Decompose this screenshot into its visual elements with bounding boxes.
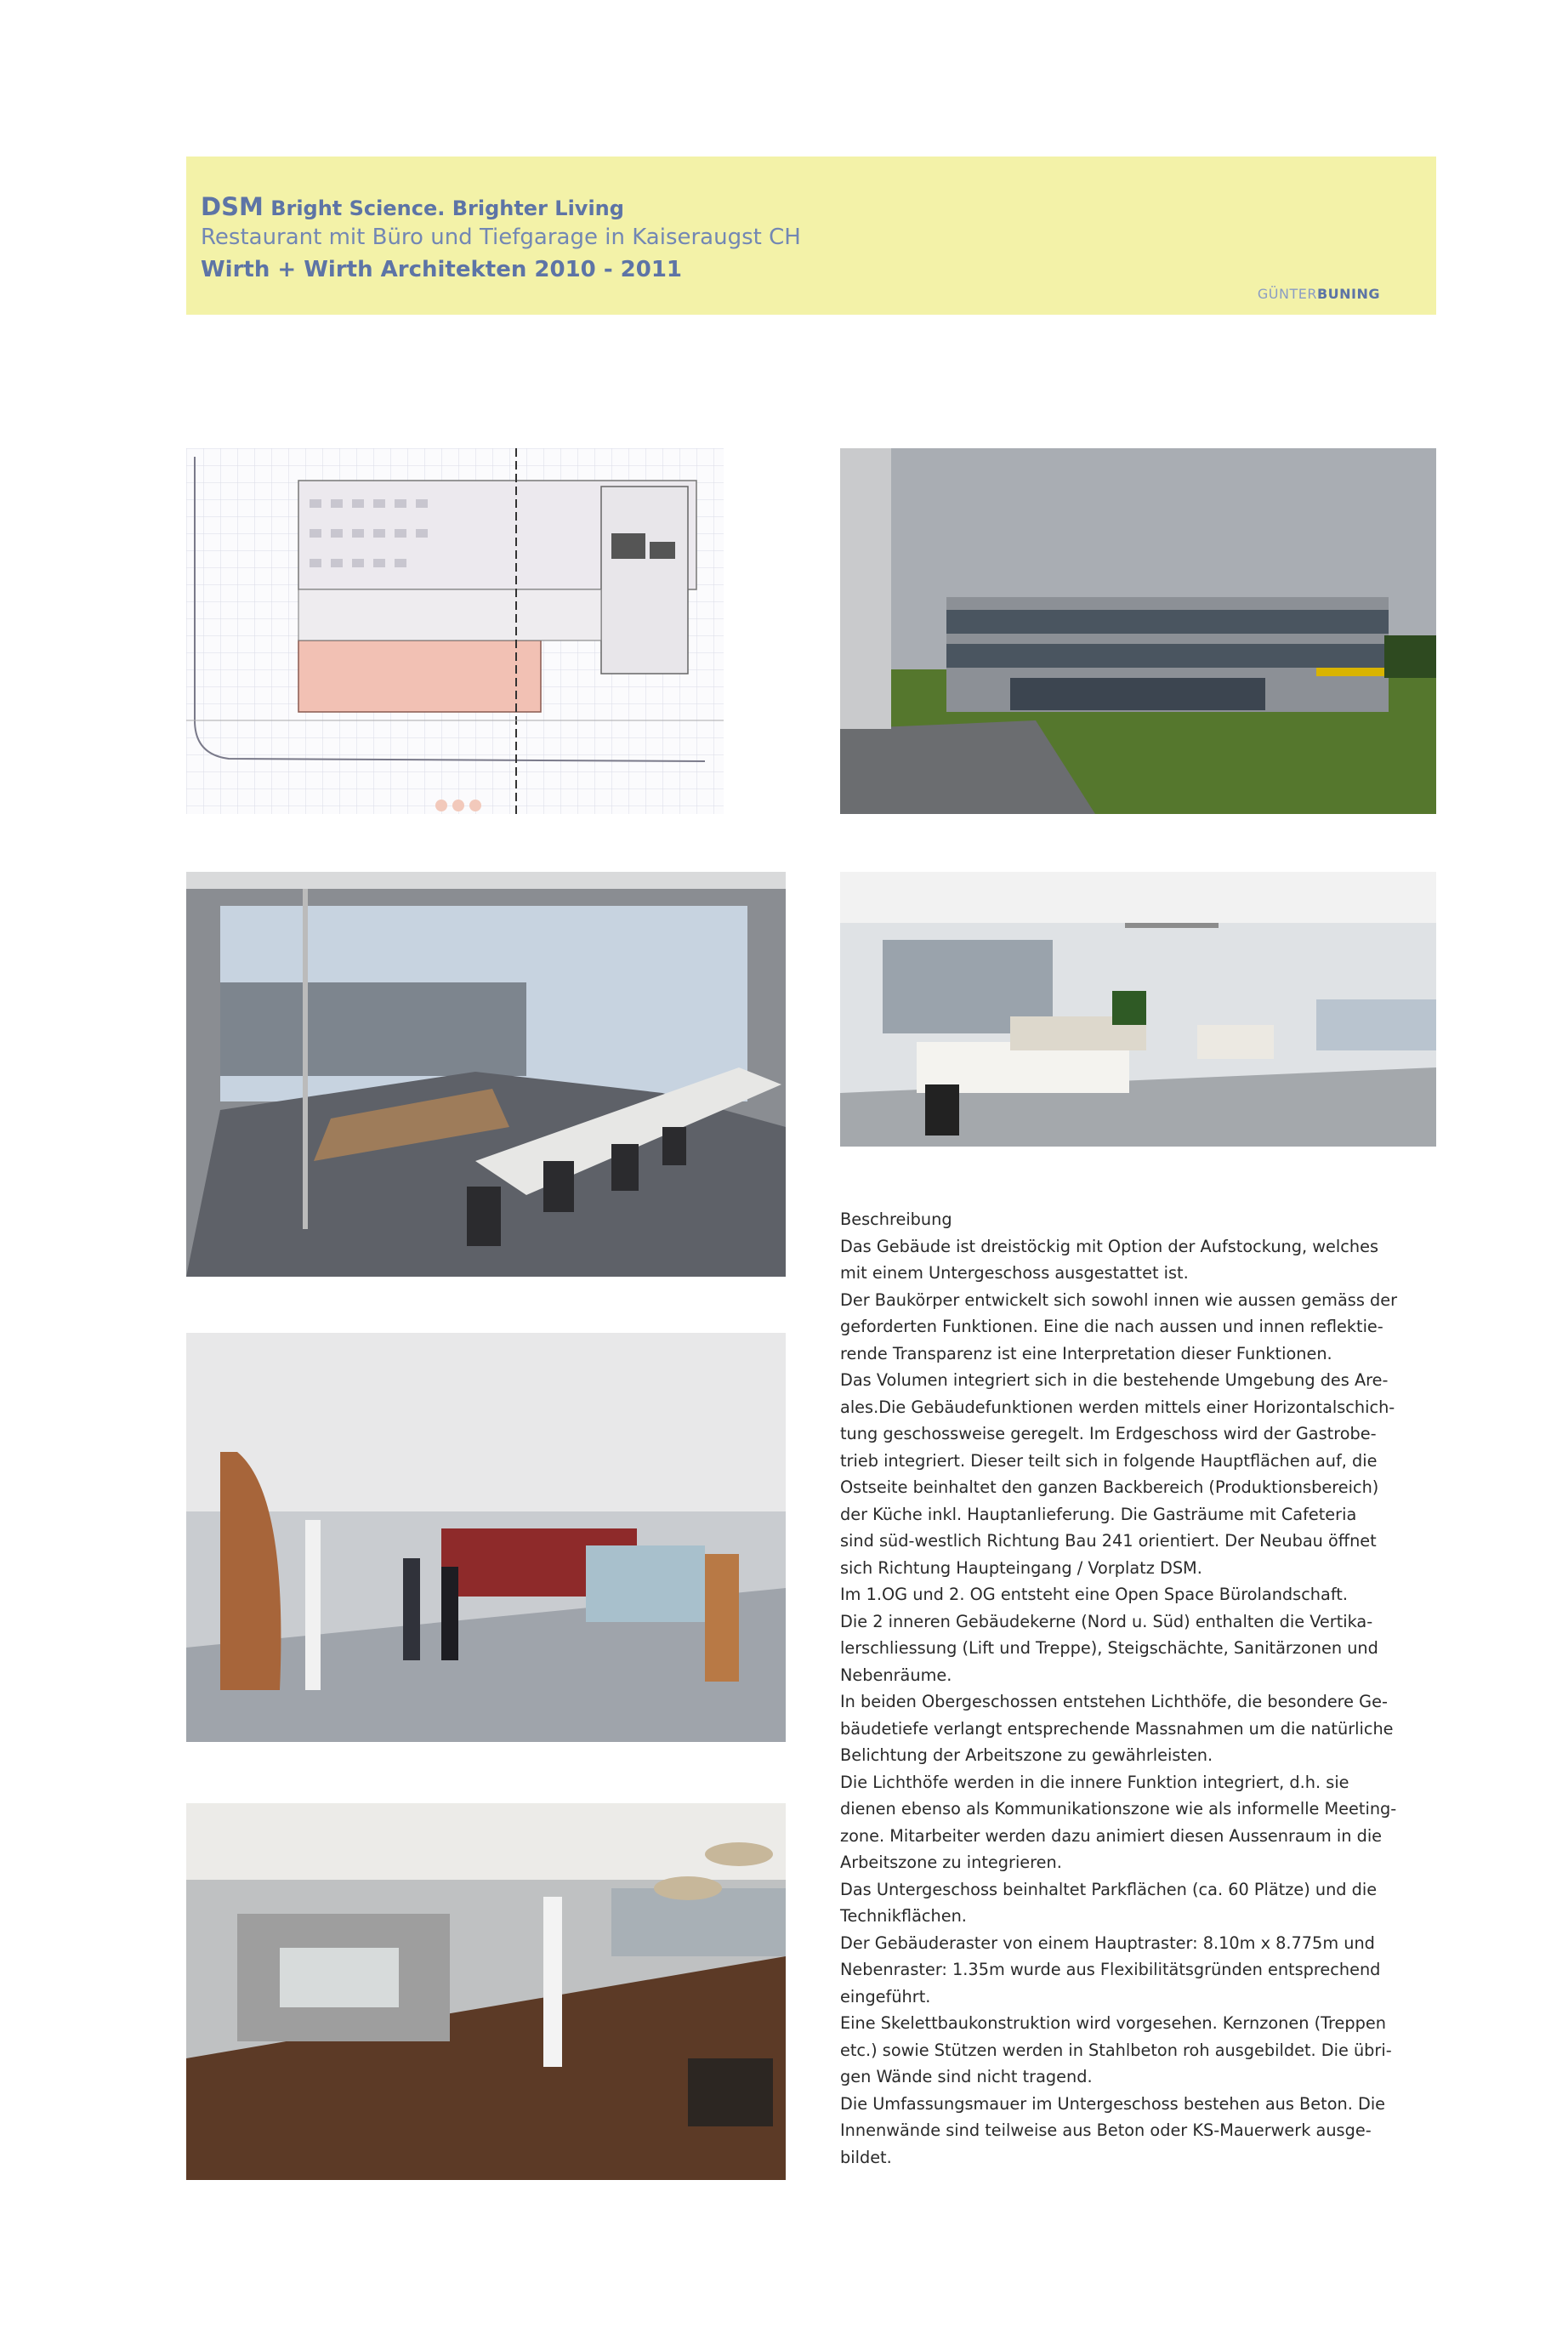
desc-line: Die Lichthöfe werden in die innere Funktion integriert, d.h. sie xyxy=(840,1772,1349,1792)
desc-line: Belichtung der Arbeitszone zu gewährleisten. xyxy=(840,1745,1213,1765)
desc-line: Das Volumen integriert sich in die bestehende Umgebung des Are- xyxy=(840,1370,1389,1390)
header-banner xyxy=(186,157,1436,315)
desc-line: Die Umfassungsmauer im Untergeschoss bestehen aus Beton. Die xyxy=(840,2093,1386,2114)
desc-line: etc.) sowie Stützen werden in Stahlbeton roh ausgebildet. Die übri- xyxy=(840,2040,1392,2060)
desc-line: der Küche inkl. Hauptanlieferung. Die Gasträume mit Cafeteria xyxy=(840,1504,1357,1524)
brand-bold: BUNING xyxy=(1316,286,1380,302)
desc-line: Technikflächen. xyxy=(840,1906,967,1926)
desc-line: Der Baukörper entwickelt sich sowohl innen wie aussen gemäss der xyxy=(840,1289,1398,1310)
desc-line: Das Gebäude ist dreistöckig mit Option der Aufstockung, welches xyxy=(840,1236,1378,1256)
desc-line: Das Untergeschoss beinhaltet Parkflächen (ca. 60 Plätze) und die xyxy=(840,1879,1378,1899)
desc-line: sind süd-westlich Richtung Bau 241 orientiert. Der Neubau öffnet xyxy=(840,1531,1377,1551)
floor-plan-image xyxy=(186,448,724,814)
desc-line: dienen ebenso als Kommunikationszone wie als informelle Meeting- xyxy=(840,1799,1397,1819)
desc-line: Der Gebäuderaster von einem Hauptraster: 8.10m x 8.775m und xyxy=(840,1932,1375,1953)
desc-line: sich Richtung Haupteingang / Vorplatz DSM. xyxy=(840,1557,1202,1578)
open-office-image xyxy=(840,872,1436,1147)
desc-line: ales.Die Gebäudefunktionen werden mittels einer Horizontalschich- xyxy=(840,1397,1395,1417)
desc-line: Nebenraster: 1.35m wurde aus Flexibilitätsgründen entsprechend xyxy=(840,1960,1381,1979)
cafeteria-image xyxy=(186,1803,786,2180)
desc-line: tung geschossweise geregelt. Im Erdgeschoss wird der Gastrobe- xyxy=(840,1424,1377,1443)
header-title xyxy=(201,192,624,221)
desc-line: Nebenräume. xyxy=(840,1665,952,1685)
building-exterior-image xyxy=(840,448,1436,814)
desc-line: lerschliessung (Lift und Treppe), Steigschächte, Sanitärzonen und xyxy=(840,1638,1378,1658)
desc-line: Die 2 inneren Gebäudekerne (Nord u. Süd) enthalten die Vertika- xyxy=(840,1611,1373,1631)
desc-line: In beiden Obergeschossen entstehen Lichthöfe, die besondere Ge- xyxy=(840,1692,1388,1711)
desc-line: Innenwände sind teilweise aus Beton oder KS-Mauerwerk ausge- xyxy=(840,2120,1372,2140)
desc-line: Eine Skelettbaukonstruktion wird vorgesehen. Kernzonen (Treppen xyxy=(840,2013,1386,2033)
desc-line: rende Transparenz ist eine Interpretation dieser Funktionen. xyxy=(840,1343,1332,1363)
desc-line: Ostseite beinhaltet den ganzen Backbereich (Produktionsbereich) xyxy=(840,1477,1379,1497)
desc-line: zone. Mitarbeiter werden dazu animiert diesen Aussenraum in die xyxy=(840,1825,1383,1846)
desc-line: geforderten Funktionen. Eine die nach aussen und innen reflektie- xyxy=(840,1317,1383,1336)
title-rest: Bright Science. Brighter Living xyxy=(270,196,624,220)
desc-line: eingeführt. xyxy=(840,1986,931,2006)
brand-logo xyxy=(1258,286,1380,302)
desc-line: Beschreibung xyxy=(840,1210,952,1229)
desc-line: gen Wände sind nicht tragend. xyxy=(840,2067,1093,2086)
desc-line: trieb integriert. Dieser teilt sich in folgende Hauptflächen auf, die xyxy=(840,1450,1378,1471)
brand-light: GÜNTER xyxy=(1257,286,1317,302)
title-bold: DSM xyxy=(201,192,264,221)
lobby-image xyxy=(186,1333,786,1742)
desc-line: Arbeitszone zu integrieren. xyxy=(840,1853,1062,1872)
desc-line: Im 1.OG und 2. OG entsteht eine Open Space Bürolandschaft. xyxy=(840,1585,1348,1604)
description-text xyxy=(840,1206,1435,2167)
header-architects: Wirth + Wirth Architekten 2010 - 2011 xyxy=(201,257,683,282)
desc-line: bildet. xyxy=(840,2147,892,2167)
desc-line: mit einem Untergeschoss ausgestattet ist. xyxy=(840,1263,1189,1283)
header-subtitle: Restaurant mit Büro und Tiefgarage in Kaiseraugst CH xyxy=(201,225,801,250)
desc-line: bäudetiefe verlangt entsprechende Massnahmen um die natürliche xyxy=(840,1718,1394,1739)
meeting-room-image xyxy=(186,872,786,1277)
